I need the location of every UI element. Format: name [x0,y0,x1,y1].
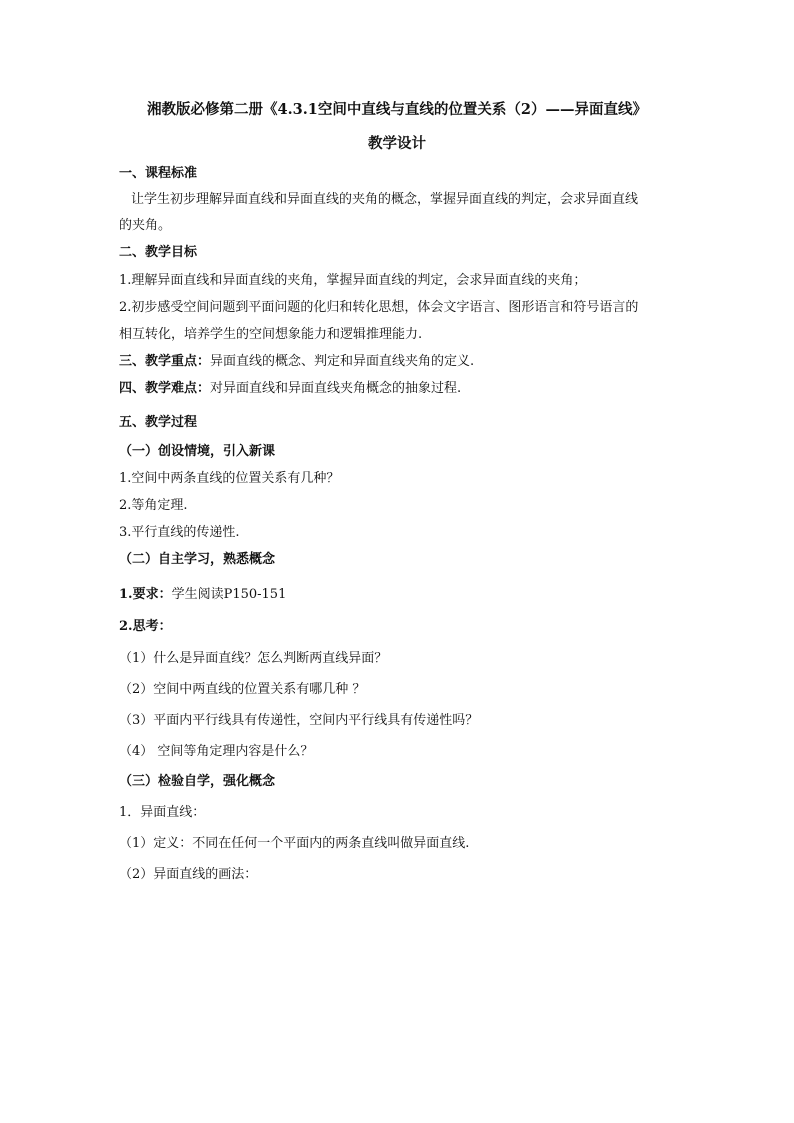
requirement-text: 学生阅读P150-151 [171,587,287,602]
requirement-label: 1.要求： [119,587,172,602]
part1-question-2: 2.等角定理. [119,498,188,513]
part2-requirement [119,587,679,603]
difficulties-line [119,381,679,397]
skew-lines-drawing-method: （2）异面直线的画法： [119,867,258,882]
part3-heading: （三）检验自学，强化概念 [119,774,276,789]
section-heading-process: 五、教学过程 [119,415,198,430]
think-question-1: （1）什么是异面直线？怎么判断两直线异面？ [119,651,388,666]
part2-heading: （二）自主学习，熟悉概念 [119,552,276,567]
think-question-2: （2）空间中两直线的位置关系有哪几种 ？ [119,682,366,697]
section-heading-objectives: 二、教学目标 [119,245,198,260]
key-points-line [119,354,679,370]
part1-heading: （一）创设情境，引入新课 [119,444,276,459]
part1-question-1: 1.空间中两条直线的位置关系有几种？ [119,471,340,486]
curriculum-paragraph-line2: 的夹角。 [119,218,172,233]
objective-item-2-line1: 2.初步感受空间问题到平面问题的化归和转化思想，体会文字语言、图形语言和符号语言的 [119,300,639,315]
objective-item-2-line2: 相互转化，培养学生的空间想象能力和逻辑推理能力. [119,327,423,342]
part1-question-3: 3.平行直线的传递性. [119,525,240,540]
think-question-3: （3）平面内平行线具有传递性，空间内平行线具有传递性吗？ [119,713,479,728]
document-subtitle: 教学设计 [368,135,426,152]
key-points-label: 三、教学重点： [119,354,211,369]
part3-item-1: 1．异面直线： [119,805,206,820]
think-question-4: （4） 空间等角定理内容是什么？ [119,744,314,759]
objective-item-1: 1.理解异面直线和异面直线的夹角，掌握异面直线的判定，会求异面直线的夹角； [119,273,587,288]
difficulties-text: 对异面直线和异面直线夹角概念的抽象过程. [210,381,462,396]
curriculum-paragraph-line1: 让学生初步理解异面直线和异面直线的夹角的概念，掌握异面直线的判定，会求异面直线 [131,192,639,207]
key-points-text: 异面直线的概念、判定和异面直线夹角的定义. [210,354,475,369]
part2-think-label: 2.思考： [119,619,172,634]
difficulties-label: 四、教学难点： [119,381,211,396]
skew-lines-definition: （1）定义：不同在任何一个平面内的两条直线叫做异面直线. [119,836,470,851]
document-title: 湘教版必修第二册《4.3.1空间中直线与直线的位置关系（2）——异面直线》 [147,101,647,118]
section-heading-curriculum: 一、课程标准 [119,166,198,181]
